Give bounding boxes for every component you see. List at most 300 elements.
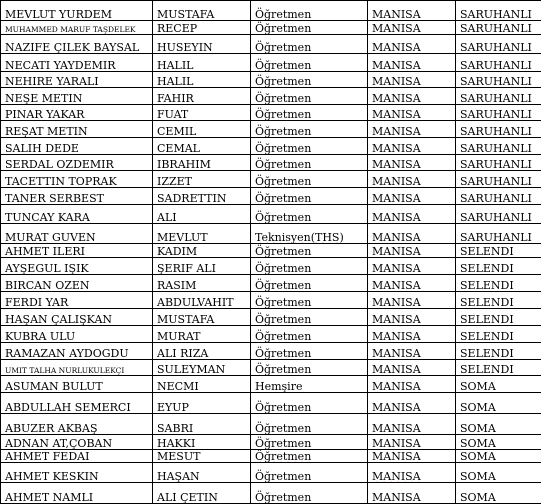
city-cell[interactable] [368, 309, 456, 326]
city-text: MANISA [372, 8, 421, 21]
table-row [1, 393, 541, 414]
father-name-cell[interactable] [153, 463, 251, 483]
district-text: SELENDI [460, 363, 514, 376]
title-text: Teknisyen(THS) [255, 231, 344, 244]
father-text: CEMIL [157, 125, 196, 138]
district-cell[interactable] [456, 1, 541, 21]
district-cell[interactable] [456, 463, 541, 483]
title-text: Öğretmen [255, 8, 311, 21]
city-cell[interactable] [368, 21, 456, 35]
name-text: NECATI YAYDEMIR [5, 59, 116, 72]
district-cell[interactable] [456, 224, 541, 244]
name-text: TANER SERBEST [5, 192, 104, 205]
father-name-cell[interactable] [153, 138, 251, 155]
name-text: MUHAMMED MARUF TAŞDELEK [5, 25, 136, 34]
father-name-cell[interactable] [153, 121, 251, 138]
district-text: SOMA [460, 422, 496, 435]
district-cell[interactable] [456, 309, 541, 326]
full-name-cell[interactable] [1, 360, 153, 376]
city-text: MANISA [372, 142, 421, 155]
table-row [1, 35, 541, 54]
title-text: Öğretmen [255, 491, 311, 504]
district-cell[interactable] [456, 414, 541, 435]
father-name-cell[interactable] [153, 326, 251, 343]
name-text: TUNCAY KARA [5, 211, 90, 224]
job-title-cell[interactable] [251, 326, 368, 343]
city-cell[interactable] [368, 1, 456, 21]
city-cell[interactable] [368, 155, 456, 171]
father-text: MURAT [157, 330, 201, 343]
job-title-cell[interactable] [251, 450, 368, 463]
city-cell[interactable] [368, 343, 456, 360]
district-cell[interactable] [456, 171, 541, 188]
district-cell[interactable] [456, 376, 541, 393]
father-text: HALIL [157, 75, 194, 88]
city-cell[interactable] [368, 360, 456, 376]
table-row [1, 138, 541, 155]
table-row [1, 244, 541, 258]
father-name-cell[interactable] [153, 435, 251, 450]
father-text: ALI ÇETIN [157, 491, 218, 504]
name-text: AHMET FEDAI [5, 450, 89, 463]
city-cell[interactable] [368, 121, 456, 138]
job-title-cell[interactable] [251, 414, 368, 435]
name-text: ADNAN AT,ÇOBAN [5, 437, 112, 450]
title-text: Öğretmen [255, 192, 311, 205]
city-text: MANISA [372, 422, 421, 435]
full-name-cell[interactable] [1, 105, 153, 121]
name-text: SERDAL OZDEMIR [5, 158, 114, 171]
name-text: ABDULLAH SEMERCI [5, 401, 131, 414]
father-text: RECEP [157, 22, 197, 35]
district-text: SARUHANLI [460, 158, 532, 171]
full-name-cell[interactable] [1, 483, 153, 504]
district-cell[interactable] [456, 205, 541, 224]
district-text: SARUHANLI [460, 175, 532, 188]
table-row [1, 450, 541, 463]
full-name-cell[interactable] [1, 376, 153, 393]
table-row [1, 121, 541, 138]
city-cell[interactable] [368, 326, 456, 343]
district-cell[interactable] [456, 343, 541, 360]
job-title-cell[interactable] [251, 21, 368, 35]
city-text: MANISA [372, 262, 421, 275]
full-name-cell[interactable] [1, 88, 153, 105]
title-text: Öğretmen [255, 347, 311, 360]
name-text: KUBRA ULU [5, 330, 75, 343]
district-text: SOMA [460, 401, 496, 414]
title-text: Öğretmen [255, 142, 311, 155]
full-name-cell[interactable] [1, 393, 153, 414]
district-cell[interactable] [456, 244, 541, 258]
father-name-cell[interactable] [153, 275, 251, 292]
father-name-cell[interactable] [153, 21, 251, 35]
full-name-cell[interactable] [1, 343, 153, 360]
name-text: NEŞE METIN [5, 92, 82, 105]
name-text: HAŞAN ÇALIŞKAN [5, 313, 112, 326]
district-text: SOMA [460, 437, 496, 450]
job-title-cell[interactable] [251, 1, 368, 21]
city-text: MANISA [372, 401, 421, 414]
name-text: RAMAZAN AYDOGDU [5, 347, 129, 360]
full-name-cell[interactable] [1, 54, 153, 72]
name-text: REŞAT METIN [5, 125, 88, 138]
father-name-cell[interactable] [153, 188, 251, 205]
district-cell[interactable] [456, 275, 541, 292]
full-name-cell[interactable] [1, 35, 153, 54]
city-cell[interactable] [368, 188, 456, 205]
district-text: SARUHANLI [460, 192, 532, 205]
table-row [1, 105, 541, 121]
city-cell[interactable] [368, 463, 456, 483]
full-name-cell[interactable] [1, 244, 153, 258]
name-text: NEHIRE YARALI [5, 75, 99, 88]
job-title-cell[interactable] [251, 171, 368, 188]
city-cell[interactable] [368, 54, 456, 72]
district-cell[interactable] [456, 326, 541, 343]
father-text: HUSEYIN [157, 41, 213, 54]
name-text: AHMET KESKIN [5, 470, 99, 483]
full-name-cell[interactable] [1, 435, 153, 450]
district-text: SELENDI [460, 279, 514, 292]
city-cell[interactable] [368, 35, 456, 54]
job-title-cell[interactable] [251, 309, 368, 326]
city-text: MANISA [372, 158, 421, 171]
city-text: MANISA [372, 245, 421, 258]
father-text: RASIM [157, 279, 196, 292]
city-cell[interactable] [368, 171, 456, 188]
table-row [1, 292, 541, 309]
city-text: MANISA [372, 108, 421, 121]
father-name-cell[interactable] [153, 72, 251, 88]
father-name-cell[interactable] [153, 393, 251, 414]
city-cell[interactable] [368, 88, 456, 105]
table-row [1, 205, 541, 224]
table-row [1, 309, 541, 326]
job-title-cell[interactable] [251, 343, 368, 360]
father-name-cell[interactable] [153, 105, 251, 121]
district-cell[interactable] [456, 121, 541, 138]
district-text: SARUHANLI [460, 8, 532, 21]
full-name-cell[interactable] [1, 138, 153, 155]
district-cell[interactable] [456, 188, 541, 205]
table-row [1, 258, 541, 275]
district-cell[interactable] [456, 483, 541, 504]
city-cell[interactable] [368, 258, 456, 275]
father-text: IBRAHIM [157, 158, 211, 171]
father-name-cell[interactable] [153, 343, 251, 360]
table-row [1, 463, 541, 483]
city-text: MANISA [372, 231, 421, 244]
full-name-cell[interactable] [1, 450, 153, 463]
father-name-cell[interactable] [153, 376, 251, 393]
district-cell[interactable] [456, 35, 541, 54]
title-text: Öğretmen [255, 470, 311, 483]
title-text: Öğretmen [255, 59, 311, 72]
city-cell[interactable] [368, 224, 456, 244]
father-name-cell[interactable] [153, 54, 251, 72]
title-text: Öğretmen [255, 422, 311, 435]
name-text: FERDI YAR [5, 296, 68, 309]
father-text: KADIM [157, 245, 197, 258]
full-name-cell[interactable] [1, 155, 153, 171]
title-text: Öğretmen [255, 450, 311, 463]
table-row [1, 360, 541, 376]
father-name-cell[interactable] [153, 244, 251, 258]
district-text: SARUHANLI [460, 22, 532, 35]
father-name-cell[interactable] [153, 1, 251, 21]
father-name-cell[interactable] [153, 35, 251, 54]
job-title-cell[interactable] [251, 244, 368, 258]
city-cell[interactable] [368, 393, 456, 414]
job-title-cell[interactable] [251, 188, 368, 205]
district-text: SARUHANLI [460, 41, 532, 54]
full-name-cell[interactable] [1, 326, 153, 343]
city-text: MANISA [372, 363, 421, 376]
title-text: Öğretmen [255, 313, 311, 326]
father-text: EYUP [157, 401, 189, 414]
father-name-cell[interactable] [153, 205, 251, 224]
district-cell[interactable] [456, 105, 541, 121]
full-name-cell[interactable] [1, 72, 153, 88]
father-text: HALIL [157, 59, 194, 72]
title-text: Öğretmen [255, 41, 311, 54]
city-text: MANISA [372, 92, 421, 105]
city-text: MANISA [372, 125, 421, 138]
father-text: MUSTAFA [157, 313, 214, 326]
city-cell[interactable] [368, 414, 456, 435]
name-text: ASUMAN BULUT [5, 380, 103, 393]
job-title-cell[interactable] [251, 88, 368, 105]
full-name-cell[interactable] [1, 292, 153, 309]
title-text: Öğretmen [255, 437, 311, 450]
title-text: Öğretmen [255, 158, 311, 171]
city-cell[interactable] [368, 105, 456, 121]
table-row [1, 435, 541, 450]
title-text: Öğretmen [255, 92, 311, 105]
name-text: MEVLUT YURDEM [5, 8, 112, 21]
table-row [1, 21, 541, 35]
father-text: FUAT [157, 108, 188, 121]
city-cell[interactable] [368, 72, 456, 88]
job-title-cell[interactable] [251, 121, 368, 138]
name-text: AHMET NAMLI [5, 491, 93, 504]
father-text: MESUT [157, 450, 200, 463]
district-text: SARUHANLI [460, 108, 532, 121]
city-cell[interactable] [368, 244, 456, 258]
full-name-cell[interactable] [1, 21, 153, 35]
full-name-cell[interactable] [1, 463, 153, 483]
city-text: MANISA [372, 470, 421, 483]
table-row [1, 155, 541, 171]
father-name-cell[interactable] [153, 155, 251, 171]
district-text: SARUHANLI [460, 142, 532, 155]
job-title-cell[interactable] [251, 258, 368, 275]
father-text: ALI [157, 211, 177, 224]
father-name-cell[interactable] [153, 309, 251, 326]
father-text: IZZET [157, 175, 192, 188]
name-text: SALIH DEDE [5, 142, 79, 155]
job-title-cell[interactable] [251, 205, 368, 224]
district-cell[interactable] [456, 54, 541, 72]
full-name-cell[interactable] [1, 275, 153, 292]
district-cell[interactable] [456, 88, 541, 105]
full-name-cell[interactable] [1, 309, 153, 326]
father-text: SULEYMAN [157, 363, 225, 376]
job-title-cell[interactable] [251, 360, 368, 376]
city-cell[interactable] [368, 376, 456, 393]
city-text: MANISA [372, 296, 421, 309]
city-text: MANISA [372, 211, 421, 224]
full-name-cell[interactable] [1, 205, 153, 224]
table-row [1, 1, 541, 21]
city-cell[interactable] [368, 138, 456, 155]
father-text: SABRI [157, 422, 193, 435]
district-cell[interactable] [456, 360, 541, 376]
district-text: SELENDI [460, 347, 514, 360]
father-name-cell[interactable] [153, 450, 251, 463]
father-name-cell[interactable] [153, 88, 251, 105]
father-text: ABDULVAHIT [157, 296, 234, 309]
full-name-cell[interactable] [1, 224, 153, 244]
job-title-cell[interactable] [251, 155, 368, 171]
father-name-cell[interactable] [153, 360, 251, 376]
city-cell[interactable] [368, 205, 456, 224]
title-text: Öğretmen [255, 401, 311, 414]
father-name-cell[interactable] [153, 258, 251, 275]
full-name-cell[interactable] [1, 121, 153, 138]
district-text: SELENDI [460, 330, 514, 343]
district-cell[interactable] [456, 72, 541, 88]
name-text: AHMET ILERI [5, 245, 85, 258]
city-cell[interactable] [368, 292, 456, 309]
district-text: SELENDI [460, 313, 514, 326]
district-cell[interactable] [456, 155, 541, 171]
district-cell[interactable] [456, 21, 541, 35]
job-title-cell[interactable] [251, 54, 368, 72]
name-text: TACETTIN TOPRAK [5, 175, 117, 188]
job-title-cell[interactable] [251, 138, 368, 155]
name-text: BIRCAN OZEN [5, 279, 90, 292]
job-title-cell[interactable] [251, 292, 368, 309]
name-text: UMIT TALHA NURLUKULEKÇI [5, 366, 124, 375]
table-row [1, 483, 541, 504]
city-text: MANISA [372, 347, 421, 360]
father-text: MUSTAFA [157, 8, 214, 21]
table-row [1, 326, 541, 343]
full-name-cell[interactable] [1, 188, 153, 205]
district-text: SOMA [460, 380, 496, 393]
name-text: NAZIFE ÇILEK BAYSAL [5, 41, 139, 54]
father-name-cell[interactable] [153, 292, 251, 309]
table-row [1, 54, 541, 72]
city-text: MANISA [372, 75, 421, 88]
district-cell[interactable] [456, 258, 541, 275]
district-text: SARUHANLI [460, 231, 532, 244]
father-text: ALI RIZA [157, 347, 208, 360]
name-text: PINAR YAKAR [5, 108, 84, 121]
city-text: MANISA [372, 22, 421, 35]
city-cell[interactable] [368, 435, 456, 450]
title-text: Öğretmen [255, 22, 311, 35]
title-text: Öğretmen [255, 279, 311, 292]
father-text: MEVLUT [157, 231, 208, 244]
city-cell[interactable] [368, 450, 456, 463]
father-name-cell[interactable] [153, 483, 251, 504]
district-cell[interactable] [456, 435, 541, 450]
city-text: MANISA [372, 437, 421, 450]
father-name-cell[interactable] [153, 224, 251, 244]
table-row [1, 188, 541, 205]
district-text: SARUHANLI [460, 75, 532, 88]
title-text: Öğretmen [255, 330, 311, 343]
father-name-cell[interactable] [153, 414, 251, 435]
full-name-cell[interactable] [1, 1, 153, 21]
job-title-cell[interactable] [251, 224, 368, 244]
district-cell[interactable] [456, 138, 541, 155]
city-cell[interactable] [368, 483, 456, 504]
job-title-cell[interactable] [251, 376, 368, 393]
title-text: Öğretmen [255, 125, 311, 138]
district-text: SARUHANLI [460, 92, 532, 105]
city-text: MANISA [372, 491, 421, 504]
district-text: SARUHANLI [460, 59, 532, 72]
job-title-cell[interactable] [251, 435, 368, 450]
district-cell[interactable] [456, 393, 541, 414]
title-text: Öğretmen [255, 175, 311, 188]
full-name-cell[interactable] [1, 258, 153, 275]
district-cell[interactable] [456, 450, 541, 463]
table-row [1, 88, 541, 105]
title-text: Öğretmen [255, 211, 311, 224]
title-text: Öğretmen [255, 296, 311, 309]
district-text: SELENDI [460, 262, 514, 275]
city-text: MANISA [372, 380, 421, 393]
district-text: SOMA [460, 491, 496, 504]
job-title-cell[interactable] [251, 393, 368, 414]
job-title-cell[interactable] [251, 35, 368, 54]
table-row [1, 275, 541, 292]
father-text: ŞERIF ALI [157, 262, 216, 275]
father-text: HAŞAN [157, 470, 200, 483]
father-text: FAHIR [157, 92, 194, 105]
full-name-cell[interactable] [1, 171, 153, 188]
father-text: SADRETTIN [157, 192, 226, 205]
table-row [1, 224, 541, 244]
name-text: MURAT GUVEN [5, 231, 96, 244]
father-text: NECMI [157, 380, 199, 393]
district-text: SARUHANLI [460, 211, 532, 224]
city-cell[interactable] [368, 275, 456, 292]
table-row [1, 414, 541, 435]
full-name-cell[interactable] [1, 414, 153, 435]
city-text: MANISA [372, 175, 421, 188]
job-title-cell[interactable] [251, 105, 368, 121]
title-text: Öğretmen [255, 262, 311, 275]
job-title-cell[interactable] [251, 483, 368, 504]
name-text: AYŞEGUL IŞIK [5, 262, 89, 275]
district-text: SARUHANLI [460, 125, 532, 138]
title-text: Hemşire [255, 380, 302, 393]
district-cell[interactable] [456, 292, 541, 309]
father-name-cell[interactable] [153, 171, 251, 188]
job-title-cell[interactable] [251, 72, 368, 88]
table-row [1, 376, 541, 393]
job-title-cell[interactable] [251, 463, 368, 483]
title-text: Öğretmen [255, 245, 311, 258]
district-text: SELENDI [460, 245, 514, 258]
job-title-cell[interactable] [251, 275, 368, 292]
